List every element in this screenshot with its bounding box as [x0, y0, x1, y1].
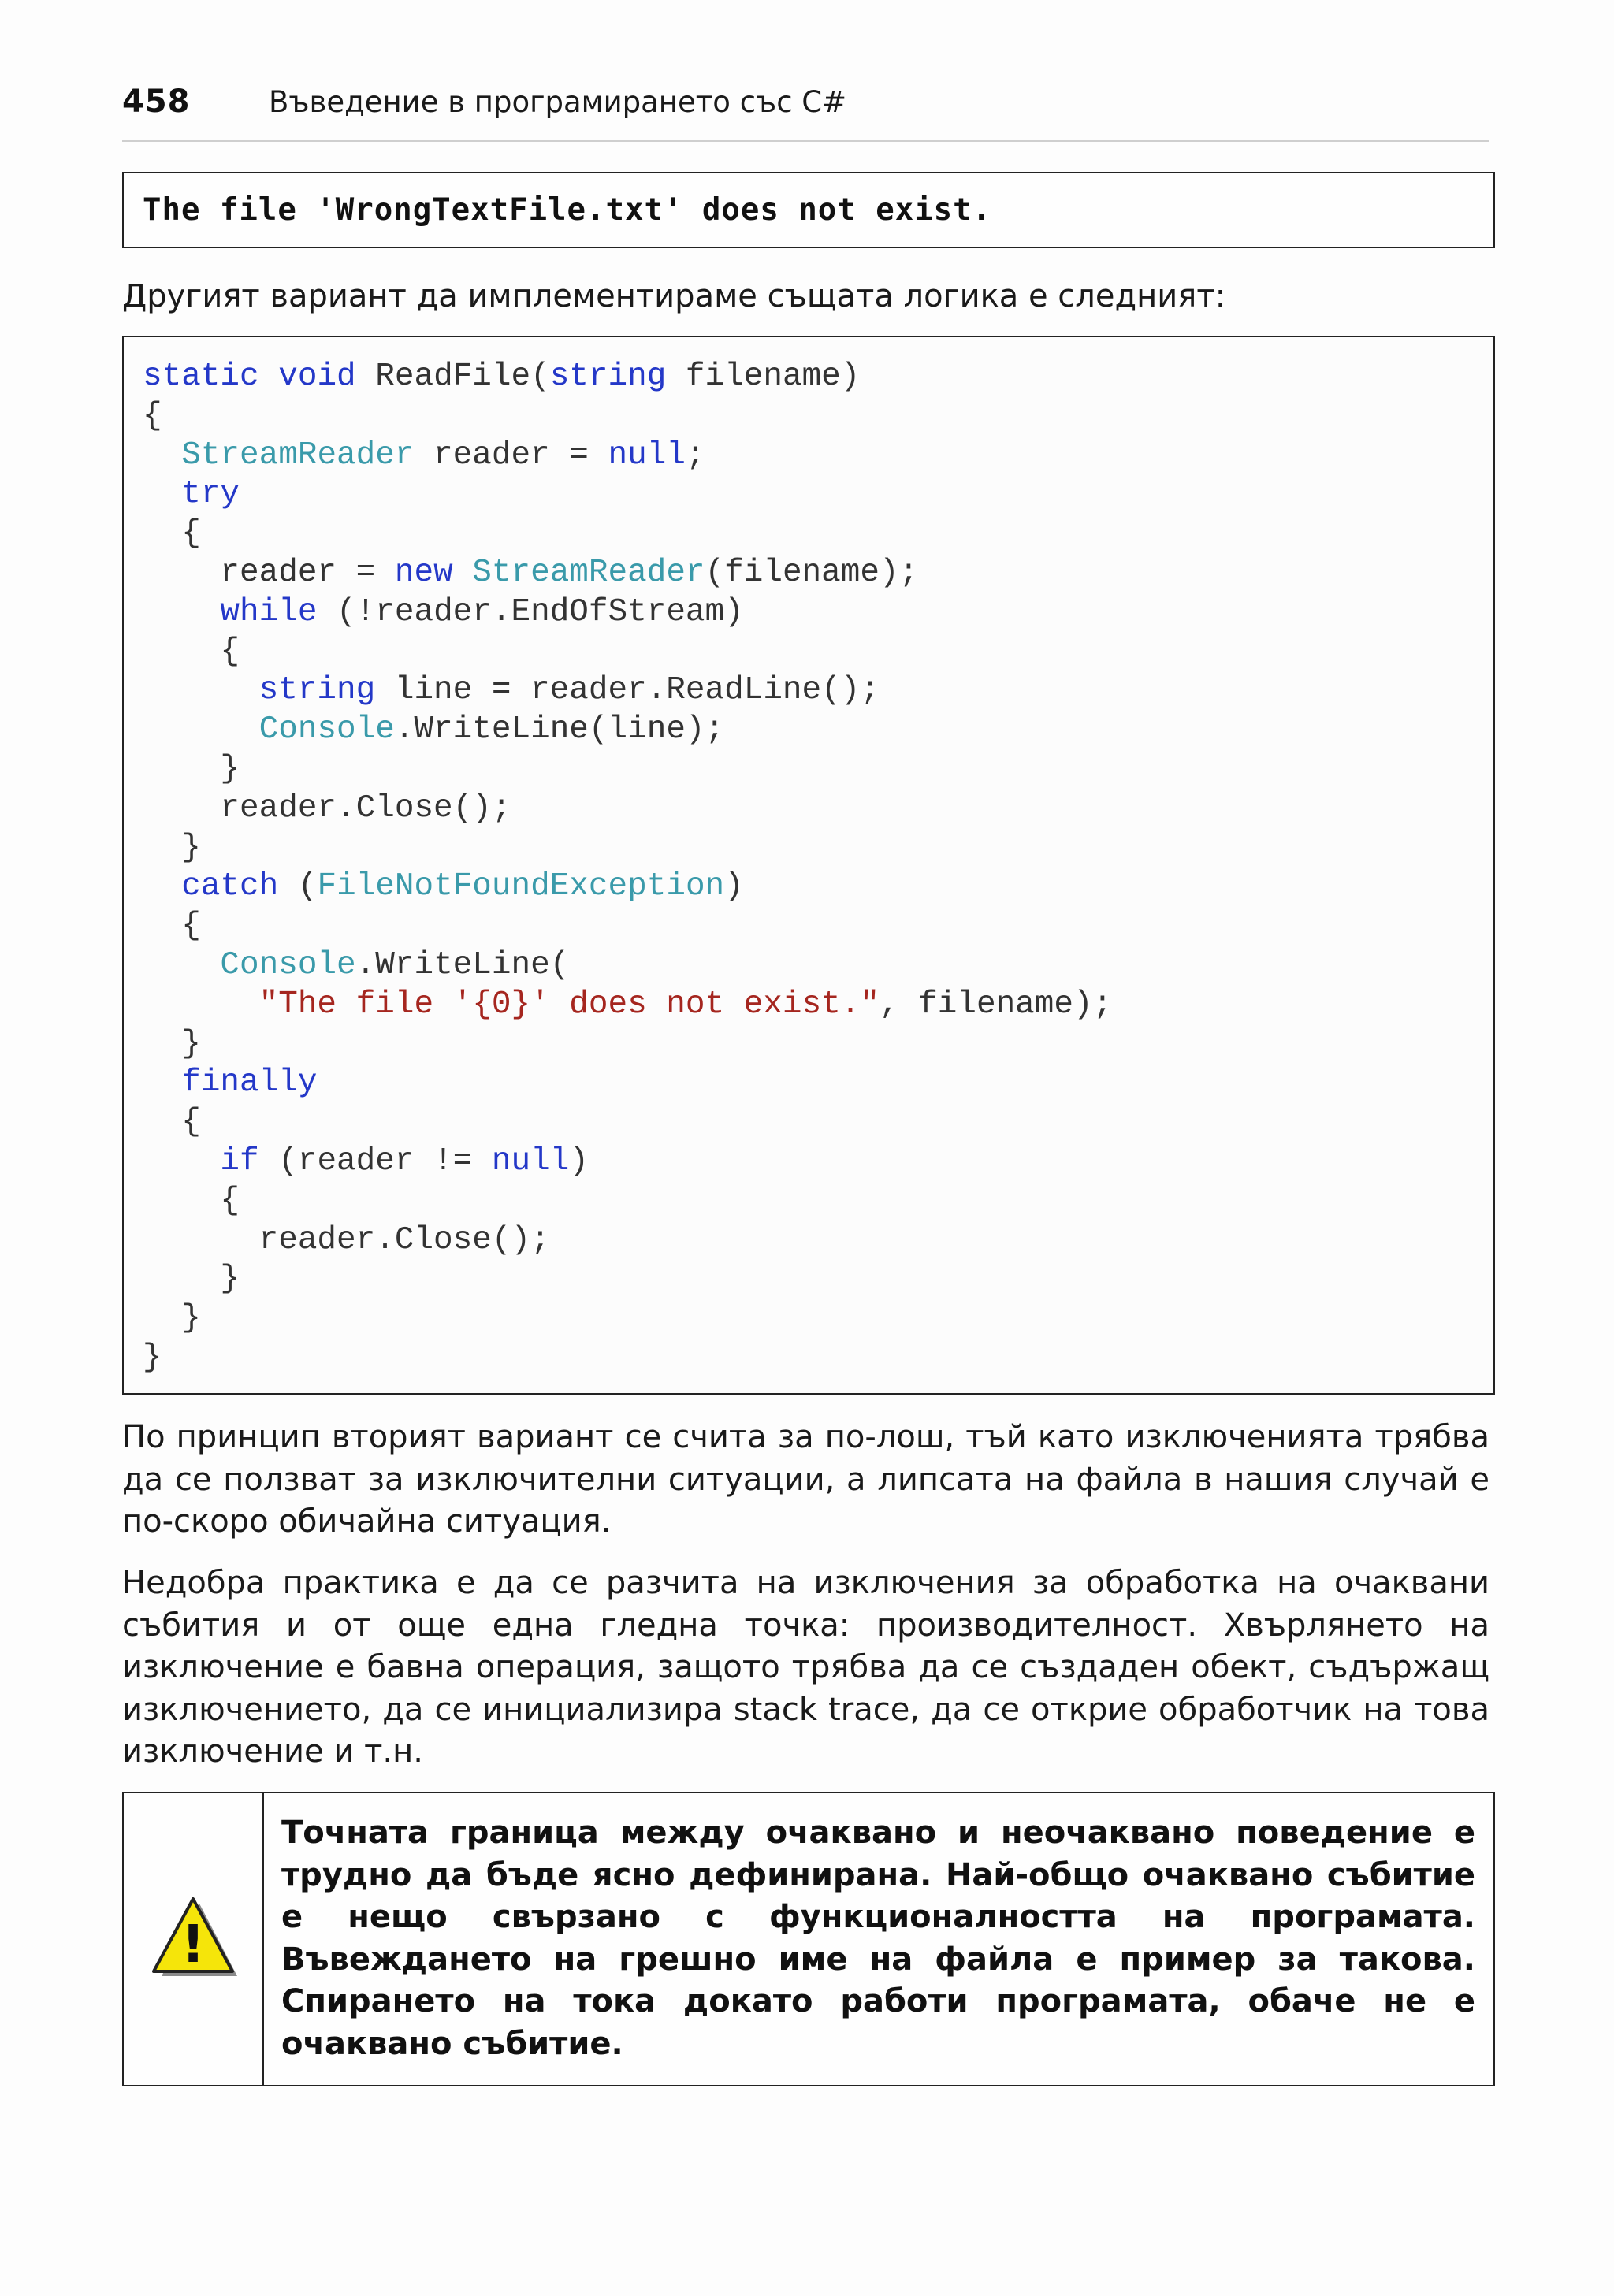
code-line	[143, 829, 1112, 868]
code-text: reader =	[143, 554, 395, 591]
code-keyword: finally	[181, 1064, 318, 1102]
code-keyword: if	[220, 1142, 259, 1180]
code-line	[143, 1142, 1112, 1182]
warning-icon	[147, 1896, 242, 1984]
code-line	[143, 986, 1112, 1025]
code-text: ;	[685, 437, 705, 474]
code-text: (	[278, 868, 318, 905]
code-line	[143, 1103, 1112, 1142]
code-line	[143, 1064, 1112, 1103]
warning-icon-symbol: !	[180, 1914, 206, 1975]
code-type-name: Console	[258, 711, 395, 749]
code-text	[143, 986, 259, 1023]
code-line	[143, 593, 1112, 633]
code-text	[143, 947, 220, 983]
code-line	[143, 554, 1112, 593]
code-text: }	[143, 1300, 201, 1337]
paragraph-2: Недобра практика е да се разчита на изключения за обработка на очаквани събития и от още една гледна точка: производителност. Хвърлянето на изключение е бавна операция, защото трябва да се създаден обект, съдържащ изключението, да се инициализира stack trace, да се открие обработчик на това изключение и т.н.	[122, 1565, 1489, 1770]
running-title: Въведение в програмирането със C#	[269, 85, 847, 119]
page-header	[122, 79, 1489, 142]
code-lines	[143, 358, 1112, 1378]
console-output-box	[122, 172, 1495, 248]
code-line	[143, 1025, 1112, 1064]
code-text: {	[143, 633, 240, 670]
code-line	[143, 1221, 1112, 1261]
code-text: )	[569, 1142, 589, 1180]
code-text: filename)	[666, 359, 861, 395]
paragraph-1: По принцип вторият вариант се счита за по-лош, тъй като изключенията трябва да се ползват за изключителни ситуации, а липсата на файла в нашия случай е по-скоро обичайна ситуация.	[122, 1419, 1489, 1540]
code-line	[143, 437, 1112, 476]
code-line	[143, 1260, 1112, 1299]
code-type-name: StreamReader	[181, 437, 415, 474]
code-text: ReadFile(	[355, 359, 550, 395]
code-text	[143, 1064, 181, 1101]
warning-note-text: Точната граница между очаквано и неочаквано поведение е трудно да бъде ясно дефинирана. Най-общо очаквано събитие е нещо свързано с функционалността на програмата. Въвеждането на грешно име на файла е пример за такова. Спирането на тока докато работи програмата, обаче не е очаквано събитие.	[281, 1815, 1475, 2062]
code-type-name: FileNotFoundException	[317, 868, 725, 905]
warning-note-box	[122, 1792, 1495, 2086]
code-text	[143, 868, 181, 905]
code-text: }	[143, 750, 240, 787]
code-text: .WriteLine(line);	[394, 711, 725, 749]
page-number: 458	[122, 84, 191, 120]
code-text: }	[143, 1261, 240, 1298]
code-text: (!reader.EndOfStream)	[317, 593, 744, 630]
code-keyword: void	[278, 359, 356, 395]
code-text: .WriteLine(	[355, 946, 570, 983]
code-text: , filename);	[879, 986, 1113, 1023]
code-text: {	[143, 908, 201, 945]
code-keyword: string	[549, 359, 667, 395]
code-text: }	[143, 1025, 201, 1062]
code-text: reader =	[414, 437, 608, 474]
code-keyword: while	[220, 593, 318, 630]
code-line	[143, 633, 1112, 672]
code-text: {	[143, 397, 162, 434]
code-text	[143, 476, 181, 512]
code-text: line = reader.ReadLine();	[375, 672, 880, 709]
code-text	[143, 711, 259, 748]
code-text: {	[143, 1104, 201, 1141]
code-keyword: catch	[181, 868, 279, 905]
code-text	[143, 437, 181, 474]
code-text: }	[143, 829, 201, 866]
code-line	[143, 1339, 1112, 1378]
code-keyword: new	[394, 554, 453, 591]
code-text: {	[143, 1182, 240, 1219]
code-line	[143, 397, 1112, 437]
intro-paragraph: Другият вариант да имплементираме същата логика е следният:	[122, 278, 1226, 314]
code-line	[143, 711, 1112, 750]
code-line	[143, 475, 1112, 515]
code-keyword: try	[181, 476, 240, 513]
code-line	[143, 946, 1112, 986]
code-listing	[122, 336, 1495, 1395]
code-text: {	[143, 515, 201, 552]
code-line	[143, 1299, 1112, 1339]
code-line	[143, 358, 1112, 397]
code-line	[143, 515, 1112, 554]
code-line	[143, 789, 1112, 829]
code-keyword: null	[608, 437, 686, 474]
code-text	[259, 359, 279, 395]
code-keyword: string	[258, 672, 376, 709]
code-text: }	[143, 1339, 162, 1376]
code-line	[143, 868, 1112, 907]
code-keyword: static	[143, 359, 259, 395]
code-type-name: Console	[220, 946, 356, 983]
code-line	[143, 1182, 1112, 1221]
console-output-text: The file 'WrongTextFile.txt' does not exist.	[143, 192, 992, 228]
code-text	[143, 594, 220, 630]
code-text: (filename);	[705, 554, 919, 591]
code-text: )	[724, 868, 744, 905]
code-text: reader.Close();	[143, 1221, 550, 1258]
code-text	[143, 1143, 220, 1180]
code-line	[143, 671, 1112, 711]
code-text	[453, 555, 473, 591]
code-keyword: null	[491, 1142, 570, 1180]
code-type-name: StreamReader	[472, 554, 705, 591]
code-line	[143, 907, 1112, 946]
code-text: (reader !=	[258, 1142, 492, 1180]
code-text: reader.Close();	[143, 789, 511, 827]
note-divider	[262, 1793, 264, 2085]
code-string-literal: "The file '{0}' does not exist."	[258, 986, 880, 1023]
code-text	[143, 672, 259, 708]
code-line	[143, 750, 1112, 789]
